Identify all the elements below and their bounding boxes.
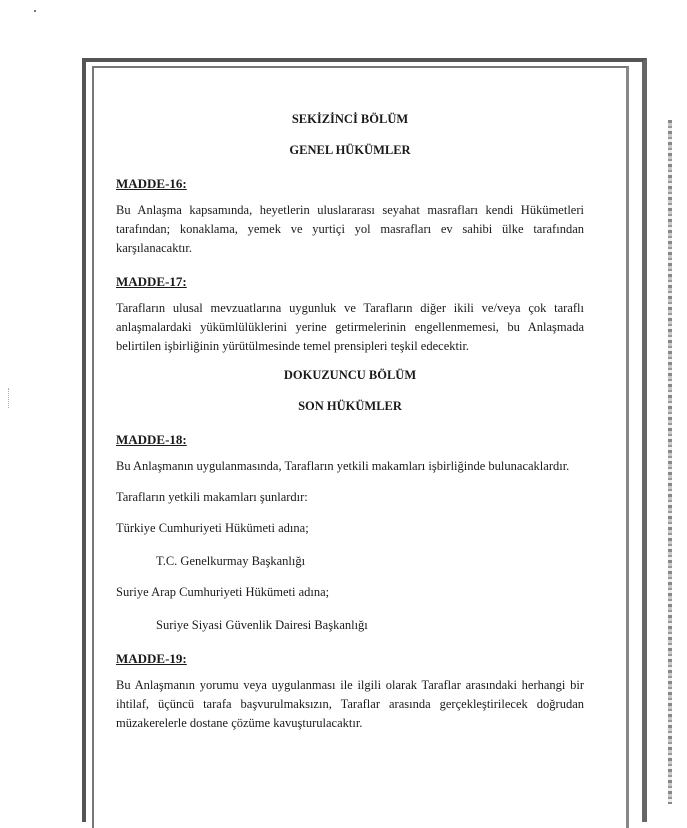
section-title: SEKİZİNCİ BÖLÜM [291, 112, 409, 126]
article-heading: MADDE-18: [116, 432, 187, 447]
section-title: DOKUZUNCU BÖLÜM [283, 368, 417, 382]
article-text: Bu Anlaşma kapsamında, heyetlerin uluslararası seyahat masrafları kendi Hükümetleri tarafından; konaklama, yemek ve yurtiçi yol masrafları ev sahibi ülke tarafından karşılanacaktır. [116, 203, 584, 255]
scan-speck [34, 10, 36, 12]
article-heading: MADDE-16: [116, 176, 187, 191]
authority-name: T.C. Genelkurmay Başkanlığı [156, 554, 306, 568]
article-heading: MADDE-17: [116, 274, 187, 289]
article-text: Tarafların ulusal mevzuatlarına uygunluk ve Tarafların diğer ikili ve/veya çok taraflı anlaşmalardaki yükümlülüklerini yerine getirmelerinin engellenmemesi, bu Anlaşmada belirtilen işbirliğinin yürütülmesinde temel prensipleri teşkil edecektir. [116, 301, 584, 353]
government-label: Suriye Arap Cumhuriyeti Hükümeti adına; [116, 585, 330, 599]
scan-mark [8, 388, 21, 408]
article-text: Bu Anlaşmanın yorumu veya uygulanması ile ilgili olarak Taraflar arasındaki herhangi bir ihtilaf, üçüncü tarafa başvurulmaksızın, Taraflar arasında gerçekleştirilecek doğrudan müzakerelerle dostane çözüme kavuşturulacaktır. [116, 678, 584, 730]
authorities-intro: Tarafların yetkili makamları şunlardır: [116, 490, 308, 504]
government-label: Türkiye Cumhuriyeti Hükümeti adına; [116, 521, 309, 535]
section-subtitle: GENEL HÜKÜMLER [289, 143, 411, 157]
authority-name: Suriye Siyasi Güvenlik Dairesi Başkanlığı [156, 618, 368, 632]
document-body [116, 100, 584, 733]
article-text: Bu Anlaşmanın uygulanmasında, Tarafların yetkili makamları işbirliğinde bulunacaklardır. [116, 459, 570, 473]
section-subtitle: SON HÜKÜMLER [298, 399, 402, 413]
article-heading: MADDE-19: [116, 651, 187, 666]
scan-edge [668, 120, 672, 804]
